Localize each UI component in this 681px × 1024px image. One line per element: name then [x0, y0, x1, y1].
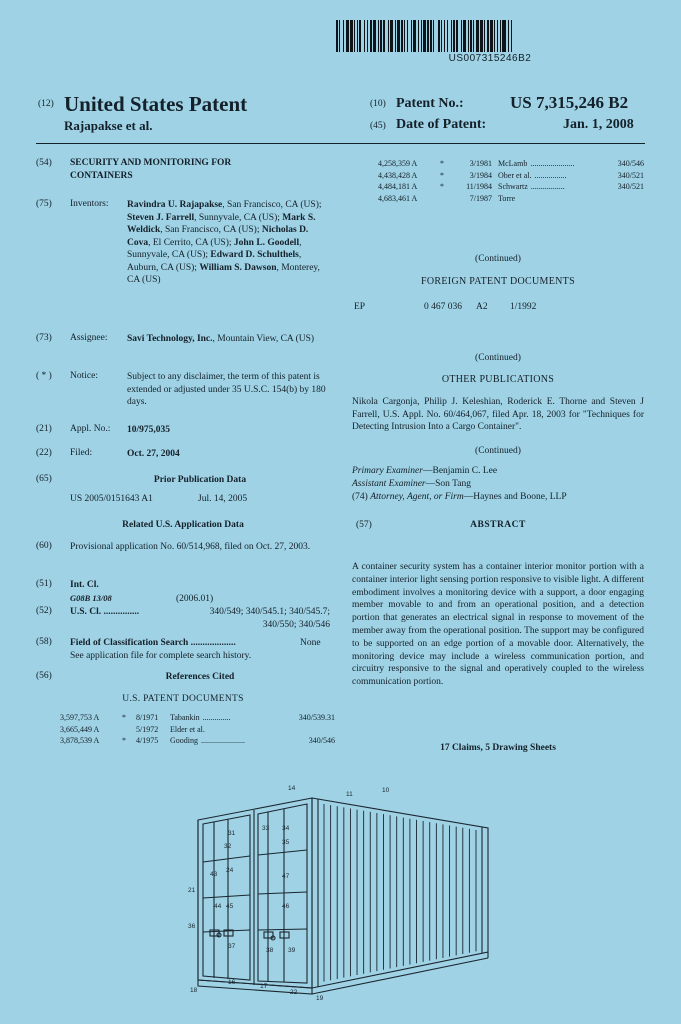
figure-reference-numeral: 11 — [346, 791, 353, 798]
inventor-name: Edward D. Schulthels — [210, 250, 299, 260]
primary-examiner — [352, 465, 497, 478]
patent-no-label: Patent No.: — [396, 96, 464, 111]
inventor-short: Rajapakse et al. — [64, 118, 153, 133]
list-item — [378, 170, 644, 182]
figure-reference-numeral: 33 — [262, 825, 270, 832]
ref-name: Tabankin — [170, 713, 200, 722]
ref-star — [122, 724, 136, 736]
abstract-heading: ABSTRACT — [470, 520, 526, 530]
figure-reference-numeral: 14 — [288, 785, 296, 792]
ref-date: 3/1984 — [469, 170, 492, 180]
filed-label: Filed: — [70, 448, 93, 458]
figure-reference-numeral: 46 — [282, 903, 290, 910]
container-side-panel — [312, 798, 488, 988]
int-cl-label: Int. Cl. — [70, 580, 99, 590]
ref-name: Gooding — [170, 736, 198, 745]
appl-no: 10/975,035 — [127, 425, 171, 435]
ref-star: * — [122, 713, 126, 722]
inventor-location: , Sunnyvale, CA (US); — [127, 237, 302, 260]
other-pub-text: Nikola Cargonja, Philip J. Keleshian, Roderick E. Thorne and Steven J Farrell, U.S. Appl. No. 60/464,067, filed Apr. 18, 2003 for "Techniques for Detecting Intrusion Into a Cargo Container". — [352, 397, 644, 432]
attorney-name: —Haynes and Boone, LLP — [463, 492, 567, 502]
int-cl-value: G08B 13/08 — [70, 593, 112, 603]
primary-examiner-label: Primary Examiner — [352, 466, 423, 476]
figure-reference-numeral: 35 — [282, 839, 290, 846]
figure-reference-numeral: 37 — [228, 943, 236, 950]
ref-class: 340/539.31 — [298, 713, 335, 722]
us-docs-heading: U.S. PATENT DOCUMENTS — [122, 694, 244, 704]
patent-number: US 7,315,246 B2 — [510, 93, 629, 112]
ref-class: 340/546 — [617, 159, 644, 168]
foreign-country: EP — [354, 302, 366, 312]
primary-examiner-name: —Benjamin C. Lee — [422, 466, 498, 476]
prior-pub-number: US 2005/0151643 A1 — [70, 494, 153, 504]
list-item — [378, 193, 644, 205]
barcode — [336, 20, 644, 52]
field-search-value: None — [300, 638, 321, 648]
ref-class: 340/521 — [617, 182, 644, 191]
barcode-bar — [512, 20, 513, 52]
code-75: (75) — [36, 199, 52, 209]
inventor-location: , Monterey, CA (US) — [127, 262, 320, 285]
inventor-name: Ravindra U. Rajapakse — [127, 200, 223, 210]
ref-no: 4,683,461 A — [378, 193, 418, 203]
code-74: (74) — [352, 492, 368, 502]
field-search-label: Field of Classification Search ................... — [70, 638, 236, 648]
ref-dots: ...................... — [530, 159, 575, 168]
filed-date: Oct. 27, 2004 — [127, 449, 180, 459]
assistant-examiner — [352, 478, 471, 491]
code-56: (56) — [36, 671, 52, 681]
ref-dots: ................ — [534, 170, 567, 180]
code-54: (54) — [36, 158, 52, 168]
notice-text: Subject to any disclaimer, the term of this patent is extended or adjusted under 35 U.S.C. 154(b) by 180 days. — [127, 372, 326, 407]
prior-pub-heading: Prior Publication Data — [153, 475, 247, 485]
barcode-number: US007315246B2 — [448, 53, 532, 64]
ref-no: 4,258,359 A — [378, 159, 418, 168]
assignee-label: Assignee: — [70, 333, 108, 343]
figure-reference-numeral: 45 — [226, 903, 234, 910]
list-item — [378, 181, 644, 193]
ref-name: Elder et al. — [170, 724, 205, 734]
ref-dots: .............. — [202, 713, 231, 722]
figure-reference-numeral: 31 — [228, 830, 236, 837]
figure-reference-numeral: 47 — [282, 873, 290, 880]
header-rule — [36, 143, 645, 144]
provisional-text: Provisional application No. 60/514,968, filed on Oct. 27, 2003. — [70, 542, 311, 552]
ref-dots — [515, 193, 644, 205]
other-pub-heading: OTHER PUBLICATIONS — [441, 374, 555, 385]
ref-date: 5/1972 — [136, 724, 159, 734]
code-22: (22) — [36, 448, 52, 458]
inventors-list — [127, 199, 332, 287]
inventor-location: , Sunnyvale, CA (US); — [194, 212, 283, 223]
foreign-date: 1/1992 — [510, 302, 537, 312]
code-73: (73) — [36, 333, 52, 343]
code-notice: ( * ) — [36, 371, 52, 381]
int-cl-year: (2006.01) — [176, 594, 214, 604]
attorney-label: Attorney, Agent, or Firm — [370, 492, 464, 502]
foreign-heading: FOREIGN PATENT DOCUMENTS — [421, 276, 575, 287]
inventor-name: John L. Goodell — [233, 237, 300, 248]
related-heading: Related U.S. Application Data — [122, 520, 244, 530]
ref-name: Schwartz — [498, 182, 528, 191]
ref-no: 4,438,428 A — [378, 170, 418, 180]
ref-class: 340/521 — [617, 170, 644, 180]
assistant-examiner-name: —Son Tang — [425, 479, 471, 489]
attorney — [352, 491, 567, 504]
refs-heading: References Cited — [165, 672, 235, 682]
code-58: (58) — [36, 637, 52, 647]
invention-title: SECURITY AND MONITORING FOR CONTAINERS — [70, 158, 232, 181]
us-cl-line1: 340/549; 340/545.1; 340/545.7; — [209, 607, 330, 617]
ref-dots — [205, 724, 335, 736]
ref-no: 3,878,539 A — [60, 736, 100, 745]
right-refs-list — [378, 158, 644, 204]
ref-star: * — [440, 170, 444, 180]
figure-reference-numeral: 18 — [190, 987, 198, 994]
ref-dots: ................. — [530, 182, 565, 191]
ref-no: 4,484,181 A — [378, 182, 418, 191]
field-search-note: See application file for complete search history. — [70, 651, 252, 661]
inventor-location: , San Francisco, CA (US); — [222, 200, 322, 210]
ref-no: 3,665,449 A — [60, 724, 100, 734]
ref-no: 3,597,753 A — [60, 713, 100, 722]
foreign-kind: A2 — [476, 302, 488, 312]
ref-date: 4/1975 — [136, 736, 159, 745]
continued-1: (Continued) — [475, 254, 521, 264]
ref-dots: ...................... — [201, 736, 245, 745]
container-drawing — [170, 780, 500, 1012]
ref-star: * — [122, 736, 126, 745]
inventors-label: Inventors: — [70, 199, 109, 209]
figure-reference-numeral: 44 — [214, 903, 222, 910]
assignee-location: , Mountain View, CA (US) — [212, 334, 315, 344]
continued-3: (Continued) — [475, 446, 521, 456]
ref-class: 340/546 — [308, 736, 335, 745]
code-52: (52) — [36, 606, 52, 616]
list-item — [60, 735, 335, 747]
ref-star — [440, 193, 452, 205]
appl-no-label: Appl. No.: — [70, 424, 111, 434]
code-51: (51) — [36, 579, 52, 589]
code-45: (45) — [370, 121, 386, 131]
figure-reference-numeral: 22 — [290, 989, 298, 996]
ref-star: * — [440, 159, 444, 168]
assignee-name: Savi Technology, Inc. — [127, 334, 213, 344]
figure-reference-numeral: 24 — [226, 867, 234, 874]
figure-reference-numeral: 19 — [316, 995, 324, 1002]
inventor-location: , San Francisco, CA (US); — [160, 225, 262, 235]
figure-reference-numeral: 32 — [224, 843, 232, 850]
figure-reference-numeral: 38 — [266, 947, 274, 954]
ref-date: 8/1971 — [136, 713, 159, 722]
ref-star: * — [440, 182, 444, 191]
notice-label: Notice: — [70, 371, 98, 381]
ref-date: 7/1987 — [469, 193, 492, 203]
figure-reference-numeral: 34 — [282, 825, 290, 832]
patent-title: United States Patent — [64, 92, 248, 116]
figure-reference-numeral: 43 — [210, 871, 218, 878]
code-65: (65) — [36, 474, 52, 484]
code-60: (60) — [36, 541, 52, 551]
claims-summary: 17 Claims, 5 Drawing Sheets — [440, 743, 556, 753]
foreign-number: 0 467 036 — [424, 302, 462, 312]
assignee — [127, 333, 332, 346]
abstract-text: A container security system has a container interior monitor portion with a container interior light sensing portion responsive to visible light. A different embodiment involves a monitoring device with a support, a door engaging member movable to and from an operational position, and a detection portion that generates an electrical signal in response to movement of the member away from the operational position. The support may be configured to be supported on an edge portion of a movable door. Alternatively, the monitoring device may include a wireless communication portion, and circuitry responsive to the signal and operatively coupled to the wireless communication portion. — [352, 562, 644, 688]
figure-reference-numeral: 16 — [228, 979, 236, 986]
continued-2: (Continued) — [475, 353, 521, 363]
prior-pub-date: Jul. 14, 2005 — [198, 494, 248, 504]
figure-reference-numeral: 39 — [288, 947, 296, 954]
list-item — [378, 158, 644, 170]
figure-reference-numeral: 17 — [260, 983, 268, 990]
figure-reference-numeral: 10 — [382, 787, 390, 794]
code-21: (21) — [36, 424, 52, 434]
ref-name: Ober et al. — [498, 170, 532, 180]
inventor-location: , El Cerrito, CA (US); — [148, 237, 234, 248]
date-label: Date of Patent: — [396, 117, 487, 132]
inventor-name: Nicholas D. Cova — [127, 225, 309, 248]
code-10: (10) — [370, 99, 386, 109]
ref-name: McLamb — [498, 159, 528, 168]
us-cl-line2: 340/550; 340/546 — [262, 620, 330, 630]
inventor-location: , Auburn, CA (US); — [127, 250, 302, 273]
inventor-name: Mark S. Weldick — [127, 212, 316, 235]
figure-reference-numeral: 36 — [188, 923, 196, 930]
us-cl-label: U.S. Cl. ............... — [70, 607, 140, 617]
patent-date: Jan. 1, 2008 — [563, 117, 634, 132]
code-57: (57) — [356, 520, 372, 530]
figure-reference-numeral: 21 — [188, 887, 196, 894]
us-refs-list — [60, 712, 335, 747]
code-12: (12) — [38, 99, 54, 109]
list-item — [60, 712, 335, 724]
assistant-examiner-label: Assistant Examiner — [352, 479, 426, 489]
inventor-name: William S. Dawson — [199, 262, 277, 273]
list-item — [60, 724, 335, 736]
inventor-name: Steven J. Farrell — [127, 212, 195, 223]
ref-date: 11/1984 — [466, 182, 492, 191]
ref-name: Torre — [498, 193, 516, 203]
ref-date: 3/1981 — [469, 159, 492, 168]
